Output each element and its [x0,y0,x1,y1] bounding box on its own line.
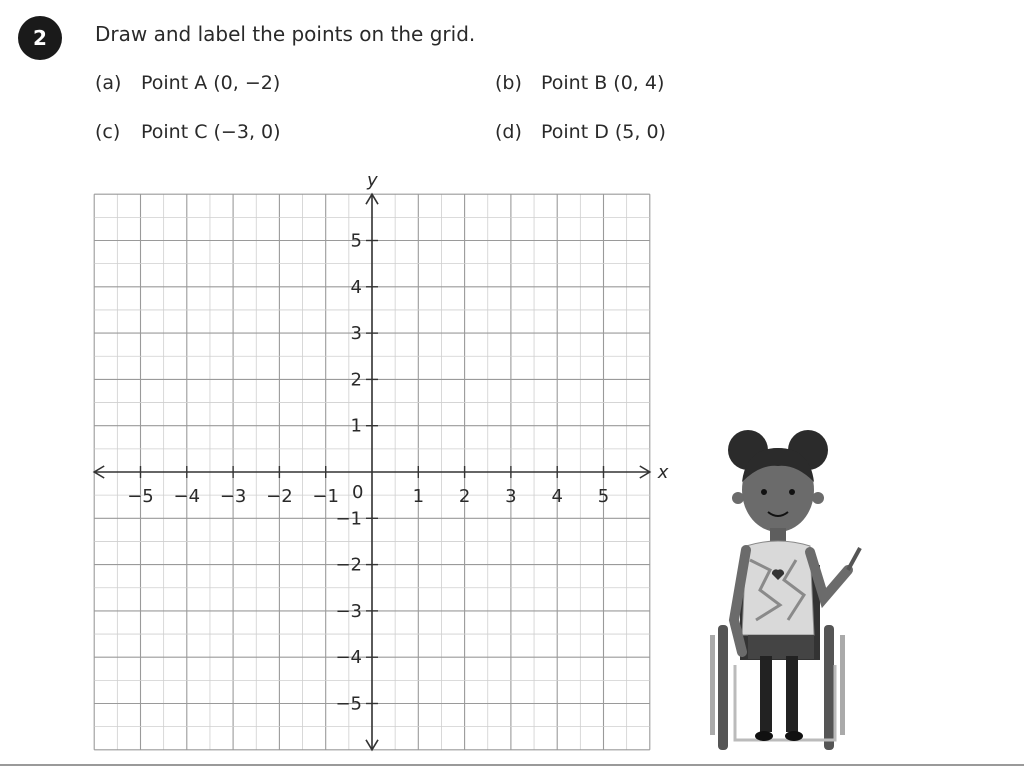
question-number: 2 [33,26,47,50]
x-tick-label: −4 [173,486,201,507]
shoe-right [785,731,803,741]
ear-left [732,492,744,504]
eye-right [789,489,795,495]
wheelchair-rim-left [710,635,715,735]
leg-right [786,656,798,732]
pencil-icon [848,548,860,570]
x-tick-label: 3 [505,486,517,507]
part-b-text: Point B (0, 4) [541,72,665,94]
bottom-rule [0,764,1024,766]
x-tick-label: −5 [127,486,154,507]
part-a-label: (a) [95,72,122,94]
leg-left [760,656,772,732]
x-tick-label: 1 [412,486,425,507]
y-axis-label: y [367,170,378,192]
wheelchair-wheel-right [824,625,834,750]
y-tick-label: 5 [350,230,362,252]
question-instruction: Draw and label the points on the grid. [95,22,476,46]
y-tick-label: 1 [350,415,362,437]
eye-left [761,489,767,495]
shirt [742,541,814,635]
wheelchair-rim-right [840,635,845,735]
x-tick-label: 4 [551,486,563,507]
y-tick-label: 2 [350,369,362,391]
y-tick-label: 3 [350,323,362,345]
y-tick-label: 4 [350,276,362,298]
part-c-text: Point C (−3, 0) [141,121,281,143]
neck [770,528,786,542]
part-b-label: (b) [495,72,522,94]
shoe-left [755,731,773,741]
x-tick-label: −3 [219,486,247,507]
x-tick-label: −1 [312,486,339,507]
x-tick-label: −2 [266,486,293,507]
y-tick-label: −1 [335,508,362,530]
x-axis-label: x [657,462,669,483]
x-tick-label: 5 [597,486,610,507]
y-tick-label: −4 [335,647,362,669]
axes [94,194,650,750]
part-a-text: Point A (0, −2) [141,72,281,94]
origin-label: 0 [352,482,364,503]
lap [748,635,814,659]
y-tick-label: −5 [335,693,362,715]
wheelchair-frame [735,665,835,740]
x-tick-label: 2 [458,486,471,507]
wheelchair-wheel-left [718,625,728,750]
y-tick-label: −3 [335,600,362,622]
ear-right [812,492,824,504]
part-d-text: Point D (5, 0) [541,121,666,143]
y-tick-label: −2 [335,554,362,576]
student-illustration [700,420,880,750]
part-d-label: (d) [495,121,522,143]
part-c-label: (c) [95,121,121,143]
